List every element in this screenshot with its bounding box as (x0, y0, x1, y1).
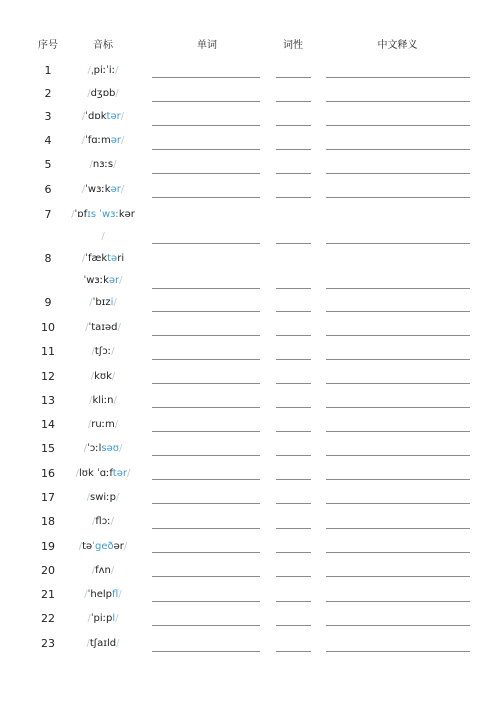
row-number: 14 (41, 418, 55, 431)
phonetic-slash: / (115, 65, 119, 76)
phonetic-transcription (66, 366, 140, 388)
phonetic-slash: / (81, 253, 86, 264)
pos-answer-line (276, 149, 311, 150)
phonetic-line (66, 584, 140, 606)
pos-answer-line (276, 455, 311, 456)
phonetic-transcription (66, 584, 140, 606)
phonetic-highlight: tər (112, 468, 127, 479)
row-number: 22 (41, 612, 55, 625)
meaning-answer-line (326, 149, 470, 150)
phonetic-transcription (66, 511, 140, 533)
phonetic-slash: / (81, 184, 86, 195)
row-number: 5 (44, 158, 52, 171)
meaning-answer-line (326, 335, 470, 336)
row-number: 23 (41, 637, 55, 650)
phonetic-slash: / (115, 88, 119, 99)
meaning-answer-line (326, 601, 470, 602)
meaning-answer-line (326, 479, 470, 480)
phonetic-line (66, 536, 140, 558)
phonetic-line (66, 226, 140, 248)
phonetic-slash: / (89, 159, 93, 170)
phonetic-transcription (66, 292, 140, 314)
phonetic-slash: / (118, 443, 123, 454)
phonetic-slash: / (120, 111, 125, 122)
phonetic-text: kʊk (94, 371, 112, 382)
row-number: 7 (44, 208, 52, 221)
phonetic-text: tə (82, 541, 93, 552)
pos-answer-line (276, 651, 311, 652)
phonetic-slash: / (81, 135, 85, 146)
phonetic-slash: / (121, 135, 125, 146)
word-answer-line (152, 359, 260, 360)
word-answer-line (152, 288, 260, 289)
phonetic-slash: / (89, 297, 93, 308)
header-word: 单词 (197, 40, 217, 51)
phonetic-slash: / (117, 322, 121, 333)
phonetic-slash: / (71, 209, 75, 220)
phonetic-slash: / (86, 492, 91, 503)
phonetic-text: ˈbɪz (92, 297, 111, 308)
phonetic-highlight: tər (106, 111, 121, 122)
meaning-answer-line (326, 431, 470, 432)
phonetic-slash: / (113, 395, 117, 406)
header-number: 序号 (38, 40, 58, 51)
meaning-answer-line (326, 503, 470, 504)
phonetic-slash: / (126, 468, 131, 479)
phonetic-highlight: ər (110, 135, 121, 146)
word-answer-line (152, 479, 260, 480)
phonetic-line (66, 390, 140, 412)
word-answer-line (152, 625, 260, 626)
phonetic-slash: / (92, 516, 96, 527)
phonetic-line (66, 179, 140, 201)
pos-answer-line (276, 125, 311, 126)
phonetic-transcription (66, 204, 140, 248)
phonetic-line (66, 463, 140, 485)
phonetic-slash: / (113, 159, 117, 170)
row-number: 8 (44, 252, 52, 265)
meaning-answer-line (326, 455, 470, 456)
phonetic-slash: / (87, 65, 91, 76)
phonetic-highlight: tə (107, 253, 118, 264)
word-answer-line (152, 651, 260, 652)
phonetic-transcription (66, 341, 140, 363)
row-number: 16 (41, 467, 55, 480)
meaning-answer-line (326, 625, 470, 626)
phonetic-transcription (66, 248, 140, 292)
phonetic-text: ər (113, 541, 124, 552)
meaning-answer-line (326, 173, 470, 174)
header-chinese-meaning: 中文释义 (377, 40, 418, 51)
row-number: 4 (44, 134, 52, 147)
pos-answer-line (276, 288, 311, 289)
phonetic-highlight: ˈgeð (92, 541, 114, 552)
phonetic-text: ˈwɜːk (83, 275, 109, 286)
phonetic-text: swiːp (90, 492, 116, 503)
pos-answer-line (276, 528, 311, 529)
phonetic-line (66, 511, 140, 533)
word-answer-line (152, 503, 260, 504)
pos-answer-line (276, 243, 311, 244)
phonetic-line (66, 438, 140, 460)
phonetic-transcription (66, 560, 140, 582)
phonetic-line (66, 608, 140, 630)
meaning-answer-line (326, 359, 470, 360)
word-answer-line (152, 576, 260, 577)
row-number: 11 (41, 345, 55, 358)
word-answer-line (152, 311, 260, 312)
meaning-answer-line (326, 125, 470, 126)
word-answer-line (152, 455, 260, 456)
phonetic-slash: / (111, 371, 116, 382)
phonetic-slash: / (87, 419, 92, 430)
meaning-answer-line (326, 311, 470, 312)
phonetic-slash: / (110, 516, 114, 527)
phonetic-line (66, 560, 140, 582)
word-answer-line (152, 601, 260, 602)
phonetic-text: flɔː (95, 516, 111, 527)
phonetic-line (66, 292, 140, 314)
pos-answer-line (276, 431, 311, 432)
phonetic-text: ˈdɒk (85, 111, 107, 122)
phonetic-text: tʃaɪld (89, 638, 117, 649)
pos-answer-line (276, 552, 311, 553)
pos-answer-line (276, 503, 311, 504)
word-answer-line (152, 431, 260, 432)
phonetic-line (66, 248, 140, 270)
phonetic-text: ˈpiːp (90, 613, 113, 624)
phonetic-text: ˈwɜːk (85, 184, 111, 195)
row-number: 9 (44, 296, 52, 309)
word-answer-line (152, 243, 260, 244)
row-number: 6 (44, 183, 52, 196)
phonetic-line (66, 317, 140, 339)
phonetic-slash: / (91, 565, 96, 576)
phonetic-slash: / (84, 589, 88, 600)
meaning-answer-line (326, 407, 470, 408)
word-answer-line (152, 197, 260, 198)
phonetic-line (66, 204, 140, 226)
phonetic-transcription (66, 536, 140, 558)
phonetic-transcription (66, 179, 140, 201)
phonetic-text: ˌpiːˈiː (90, 65, 116, 76)
row-number: 18 (41, 515, 55, 528)
pos-answer-line (276, 77, 311, 78)
row-number: 15 (41, 442, 55, 455)
phonetic-slash: / (120, 184, 125, 195)
phonetic-highlight: səʊ (101, 443, 119, 454)
word-answer-line (152, 335, 260, 336)
phonetic-text: nɜːs (92, 159, 114, 170)
word-answer-line (152, 125, 260, 126)
phonetic-line (66, 154, 140, 176)
pos-answer-line (276, 173, 311, 174)
phonetic-line (66, 270, 140, 292)
phonetic-slash: / (111, 346, 115, 357)
meaning-answer-line (326, 383, 470, 384)
meaning-answer-line (326, 197, 470, 198)
row-number: 19 (41, 540, 55, 553)
word-answer-line (152, 407, 260, 408)
phonetic-text: lʊk ˈɑːf (79, 468, 113, 479)
pos-answer-line (276, 576, 311, 577)
phonetic-text: kliːn (92, 395, 114, 406)
meaning-answer-line (326, 77, 470, 78)
phonetic-slash: / (83, 443, 88, 454)
word-answer-line (152, 552, 260, 553)
meaning-answer-line (326, 243, 470, 244)
header-part-of-speech: 词性 (283, 40, 303, 51)
phonetic-line (66, 341, 140, 363)
phonetic-slash: / (119, 275, 123, 286)
meaning-answer-line (326, 528, 470, 529)
phonetic-text: fʌn (95, 565, 111, 576)
phonetic-transcription (66, 487, 140, 509)
phonetic-slash: / (101, 231, 105, 242)
pos-answer-line (276, 479, 311, 480)
row-number: 21 (41, 588, 55, 601)
phonetic-highlight: l (112, 613, 116, 624)
pos-answer-line (276, 625, 311, 626)
phonetic-transcription (66, 317, 140, 339)
phonetic-text: ri (117, 253, 125, 264)
header-phonetic: 音标 (93, 40, 113, 51)
meaning-answer-line (326, 101, 470, 102)
phonetic-slash: / (115, 492, 120, 503)
pos-answer-line (276, 601, 311, 602)
phonetic-slash: / (86, 638, 90, 649)
phonetic-transcription (66, 154, 140, 176)
phonetic-transcription (66, 106, 140, 128)
phonetic-transcription (66, 414, 140, 436)
pos-answer-line (276, 311, 311, 312)
phonetic-line (66, 487, 140, 509)
phonetic-line (66, 414, 140, 436)
phonetic-slash: / (75, 468, 80, 479)
phonetic-slash: / (110, 565, 115, 576)
phonetic-transcription (66, 390, 140, 412)
phonetic-line (66, 366, 140, 388)
phonetic-slash: / (87, 613, 91, 624)
phonetic-slash: / (118, 589, 122, 600)
word-answer-line (152, 383, 260, 384)
phonetic-text: ˈfɑːm (85, 135, 111, 146)
phonetic-text: tʃɔː (94, 346, 112, 357)
phonetic-highlight: ɪs ˈwɜː (87, 209, 119, 220)
row-number: 20 (41, 564, 55, 577)
phonetic-transcription (66, 130, 140, 152)
pos-answer-line (276, 197, 311, 198)
pos-answer-line (276, 383, 311, 384)
phonetic-line (66, 83, 140, 105)
pos-answer-line (276, 335, 311, 336)
meaning-answer-line (326, 552, 470, 553)
row-number: 13 (41, 394, 55, 407)
phonetic-line (66, 106, 140, 128)
meaning-answer-line (326, 651, 470, 652)
phonetic-transcription (66, 60, 140, 82)
phonetic-slash: / (115, 613, 119, 624)
phonetic-slash: / (90, 371, 95, 382)
phonetic-slash: / (91, 346, 95, 357)
phonetic-text: ˈfæk (85, 253, 108, 264)
phonetic-transcription (66, 463, 140, 485)
row-number: 10 (41, 321, 55, 334)
phonetic-transcription (66, 438, 140, 460)
word-answer-line (152, 77, 260, 78)
phonetic-text: ˈɔːl (87, 443, 102, 454)
row-number: 1 (44, 64, 52, 77)
pos-answer-line (276, 359, 311, 360)
phonetic-text: dʒɒb (90, 88, 116, 99)
phonetic-slash: / (78, 541, 83, 552)
phonetic-text: ruːm (91, 419, 115, 430)
word-answer-line (152, 528, 260, 529)
phonetic-slash: / (116, 638, 120, 649)
phonetic-transcription (66, 633, 140, 655)
phonetic-text: ˈtaɪəd (88, 322, 118, 333)
row-number: 12 (41, 370, 55, 383)
phonetic-line (66, 130, 140, 152)
phonetic-slash: / (87, 88, 91, 99)
phonetic-slash: / (85, 322, 89, 333)
row-number: 3 (44, 110, 52, 123)
phonetic-highlight: i (110, 297, 114, 308)
phonetic-slash: / (81, 111, 86, 122)
phonetic-transcription (66, 83, 140, 105)
phonetic-transcription (66, 608, 140, 630)
phonetic-line (66, 633, 140, 655)
phonetic-slash: / (114, 419, 119, 430)
phonetic-text: ˈhelp (87, 589, 113, 600)
phonetic-highlight: fl (112, 589, 119, 600)
phonetic-text: kər (118, 209, 135, 220)
row-number: 2 (44, 87, 52, 100)
word-answer-line (152, 173, 260, 174)
word-answer-line (152, 101, 260, 102)
row-number: 17 (41, 491, 55, 504)
pos-answer-line (276, 101, 311, 102)
pos-answer-line (276, 407, 311, 408)
meaning-answer-line (326, 576, 470, 577)
word-answer-line (152, 149, 260, 150)
phonetic-slash: / (113, 297, 117, 308)
phonetic-highlight: ər (108, 275, 120, 286)
phonetic-highlight: ər (110, 184, 121, 195)
phonetic-line (66, 60, 140, 82)
phonetic-slash: / (89, 395, 93, 406)
meaning-answer-line (326, 288, 470, 289)
phonetic-text: ˈɒf (74, 209, 88, 220)
phonetic-slash: / (123, 541, 128, 552)
